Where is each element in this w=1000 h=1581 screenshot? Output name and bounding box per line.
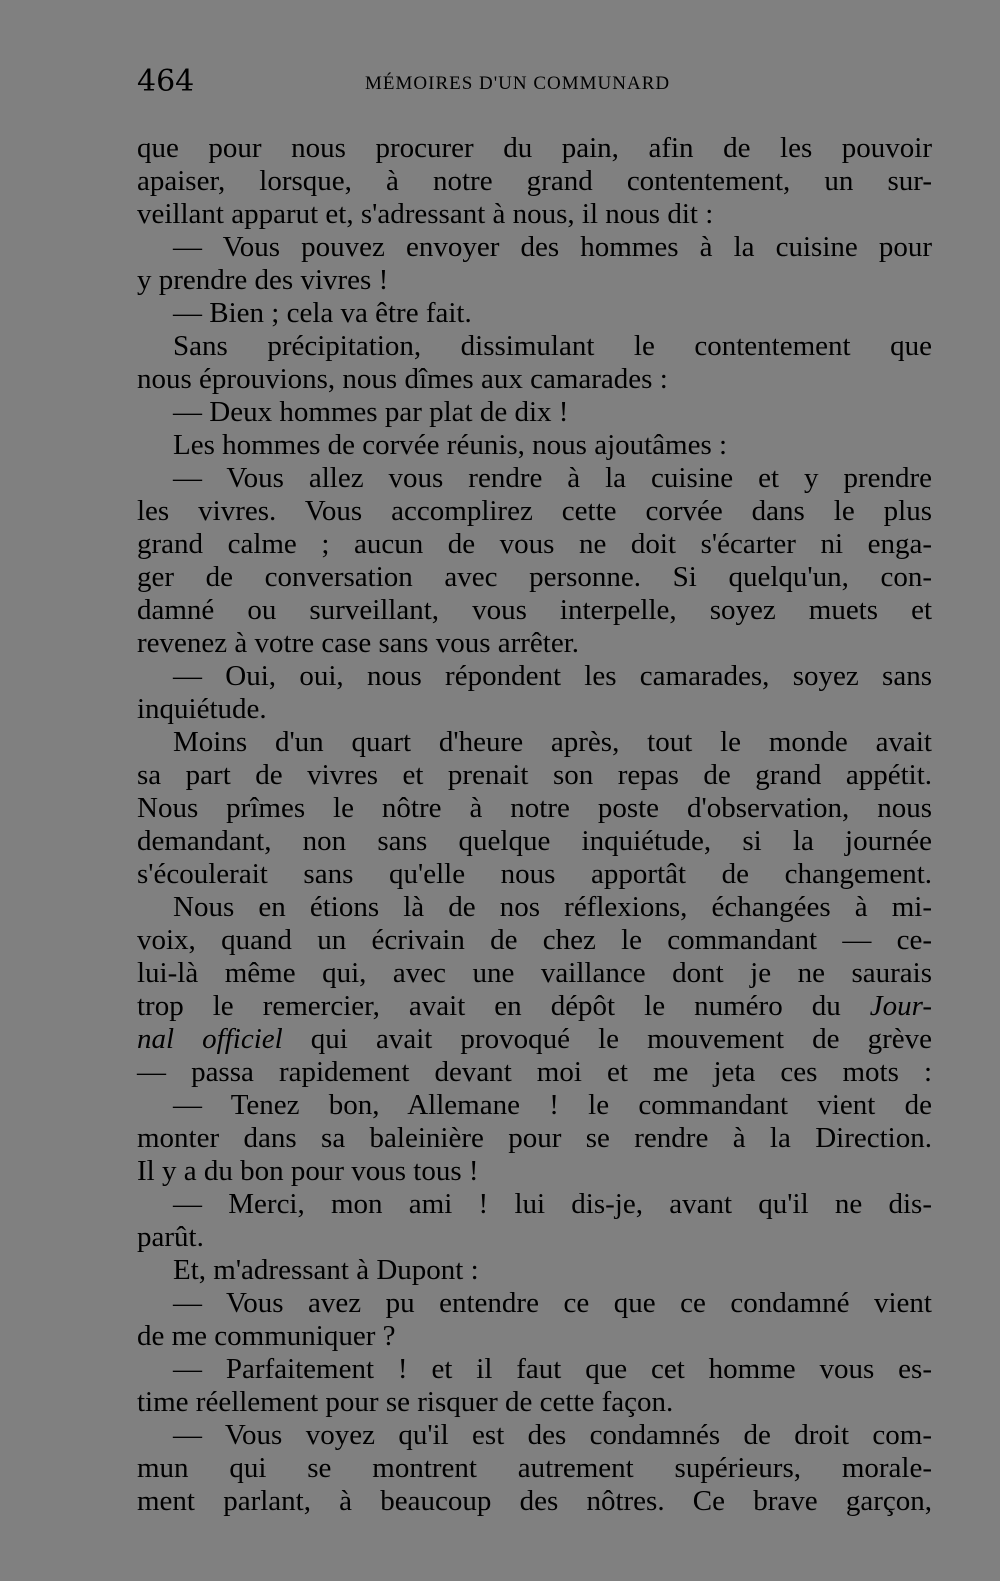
text-line: mun qui se montrent autrement supérieurs, morale-: [137, 1452, 932, 1484]
text-line: inquiétude.: [137, 693, 267, 725]
text-line: revenez à votre case sans vous arrêter.: [137, 627, 580, 659]
page-header: [137, 64, 932, 104]
text-line: que pour nous procurer du pain, afin de les pouvoir: [137, 132, 932, 164]
text-line: Et, m'adressant à Dupont :: [173, 1254, 479, 1286]
text-line: veillant apparut et, s'adressant à nous, il nous dit :: [137, 198, 714, 230]
text-line: y prendre des vivres !: [137, 264, 389, 296]
text-line: sa part de vivres et prenait son repas de grand appétit.: [137, 759, 932, 791]
text-line: — Vous voyez qu'il est des condamnés de droit com-: [173, 1419, 932, 1451]
text-line: Sans précipitation, dissimulant le contentement que: [173, 330, 932, 362]
text-line: les vivres. Vous accomplirez cette corvée dans le plus: [137, 495, 932, 527]
text-line: grand calme ; aucun de vous ne doit s'écarter ni enga-: [137, 528, 932, 560]
text-line: Nous prîmes le nôtre à notre poste d'observation, nous: [137, 792, 932, 824]
text-line: trop le remercier, avait en dépôt le numéro du Jour-: [137, 990, 932, 1022]
text-line: lui-là même qui, avec une vaillance dont je ne saurais: [137, 957, 932, 989]
text-line: ment parlant, à beaucoup des nôtres. Ce brave garçon,: [137, 1485, 932, 1517]
text-line: — passa rapidement devant moi et me jeta ces mots :: [137, 1056, 932, 1088]
text-line: nal officiel qui avait provoqué le mouvement de grève: [137, 1023, 932, 1055]
text-line: — Merci, mon ami ! lui dis-je, avant qu'il ne dis-: [173, 1188, 932, 1220]
text-line: damné ou surveillant, vous interpelle, soyez muets et: [137, 594, 932, 626]
page-number: 464: [137, 64, 195, 99]
text-line: — Deux hommes par plat de dix !: [173, 396, 569, 428]
text-line: — Vous allez vous rendre à la cuisine et y prendre: [173, 462, 932, 494]
text-line: — Tenez bon, Allemane ! le commandant vient de: [173, 1089, 932, 1121]
text-line: demandant, non sans quelque inquiétude, si la journée: [137, 825, 932, 857]
text-line: apaiser, lorsque, à notre grand contentement, un sur-: [137, 165, 932, 197]
text-line: — Oui, oui, nous répondent les camarades, soyez sans: [173, 660, 932, 692]
text-line: parût.: [137, 1221, 204, 1253]
text-line: time réellement pour se risquer de cette façon.: [137, 1386, 674, 1418]
text-line: monter dans sa baleinière pour se rendre à la Direction.: [137, 1122, 932, 1154]
text-line: ger de conversation avec personne. Si quelqu'un, con-: [137, 561, 932, 593]
text-line: s'écoulerait sans qu'elle nous apportât de changement.: [137, 858, 932, 890]
text-line: de me communiquer ?: [137, 1320, 396, 1352]
text-line: Nous en étions là de nos réflexions, échangées à mi-: [173, 891, 932, 923]
body-text: [137, 132, 932, 1518]
text-line: Moins d'un quart d'heure après, tout le monde avait: [173, 726, 932, 758]
text-line: Il y a du bon pour vous tous !: [137, 1155, 479, 1187]
text-line: nous éprouvions, nous dîmes aux camarades :: [137, 363, 668, 395]
text-line: — Vous pouvez envoyer des hommes à la cuisine pour: [173, 231, 932, 263]
text-line: — Vous avez pu entendre ce que ce condamné vient: [173, 1287, 932, 1319]
running-title: MÉMOIRES D'UN COMMUNARD: [365, 73, 671, 94]
text-line: voix, quand un écrivain de chez le commandant — ce-: [137, 924, 932, 956]
text-line: — Parfaitement ! et il faut que cet homme vous es-: [173, 1353, 932, 1385]
text-line: Les hommes de corvée réunis, nous ajoutâmes :: [173, 429, 728, 461]
text-line: — Bien ; cela va être fait.: [173, 297, 472, 329]
